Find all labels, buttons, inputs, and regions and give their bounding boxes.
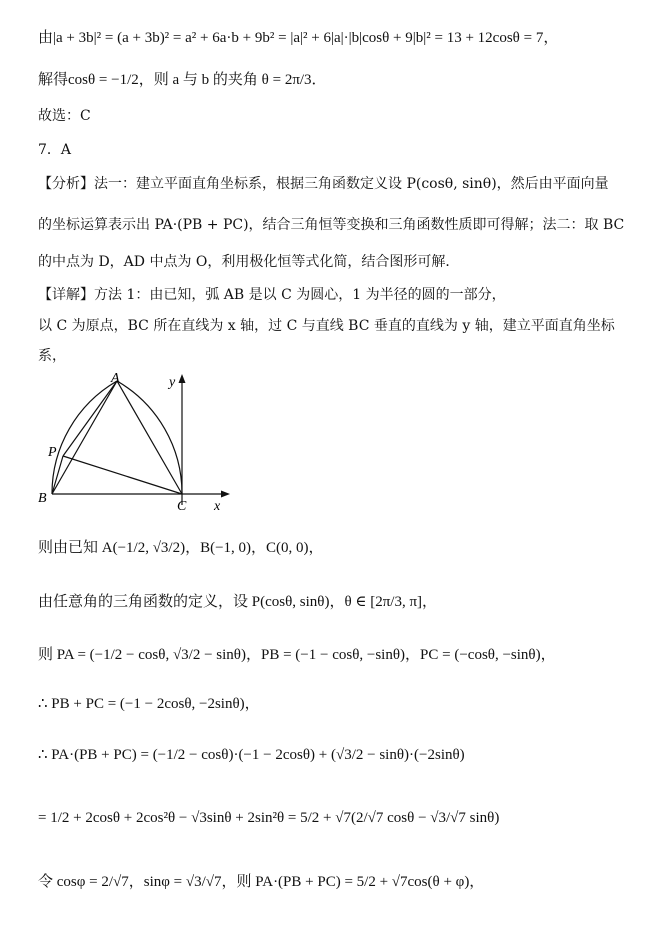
- text-l5: 【分析】法一：建立平面直角坐标系，根据三角函数定义设 P(cosθ, sinθ)，然后由平面向量: [38, 176, 609, 192]
- detail-line-1: [38, 285, 506, 305]
- text-l14: ∴ PB + PC = (−1 − 2cosθ, −2sinθ)，: [38, 696, 260, 712]
- analysis-line-3: [38, 252, 459, 272]
- label-x: x: [214, 499, 221, 513]
- y-axis-arrow: [179, 374, 186, 383]
- param-line: [38, 592, 437, 612]
- substitute-line: [38, 872, 484, 892]
- segment-AC: [117, 381, 182, 494]
- label-A: A: [111, 371, 120, 386]
- analysis-line-1: [38, 174, 609, 194]
- coords-line: [38, 538, 324, 558]
- vectors-line: [38, 645, 556, 665]
- text-l16: = 1/2 + 2cosθ + 2cos²θ − √3sinθ + 2sin²θ = 5/2 + √7(2/√7 cosθ − √3/√7 sinθ): [38, 810, 500, 826]
- text-l3: 故选：C: [38, 108, 91, 124]
- dot-product-line: [38, 745, 465, 765]
- segment-PC: [63, 456, 182, 494]
- equation-line-2: [38, 70, 327, 90]
- label-B: B: [38, 491, 47, 506]
- text-l6: 的坐标运算表示出 PA·(PB + PC)，结合三角恒等变换和三角函数性质即可得解；法二：取 BC: [38, 217, 625, 233]
- label-C: C: [177, 499, 187, 513]
- label-y: y: [169, 375, 176, 390]
- sum-line: [38, 694, 260, 714]
- x-axis-arrow: [221, 491, 230, 498]
- segment-PA: [63, 381, 117, 456]
- text-l13: 则 PA = (−1/2 − cosθ, √3/2 − sinθ)，PB = (−1 − cosθ, −sinθ)，PC = (−cosθ, −sinθ)，: [38, 647, 556, 663]
- equation-line-1: [38, 28, 558, 48]
- segment-BA: [52, 381, 117, 494]
- text-l8: 【详解】方法 1：由已知，弧 AB 是以 C 为圆心，1 为半径的圆的一部分，: [38, 287, 506, 303]
- text-l4: 7．A: [38, 142, 72, 158]
- text-l17: 令 cosφ = 2/√7，sinφ = √3/√7，则 PA·(PB + PC) = 5/2 + √7cos(θ + φ)，: [38, 874, 485, 890]
- question-number: [38, 140, 71, 160]
- detail-line-2: [38, 316, 615, 336]
- text-l9: 以 C 为原点，BC 所在直线为 x 轴，过 C 与直线 BC 垂直的直线为 y 轴，建立平面直角坐标: [38, 318, 615, 334]
- text-l10: 系，: [38, 348, 66, 364]
- label-P: P: [48, 445, 57, 460]
- geometry-figure: [36, 368, 236, 513]
- simplify-line: [38, 808, 499, 828]
- text-l7: 的中点为 D，AD 中点为 O，利用极化恒等式化简，结合图形可解．: [38, 254, 460, 270]
- text-l11: 则由已知 A(−1/2, √3/2)，B(−1, 0)，C(0, 0)，: [38, 540, 324, 556]
- analysis-line-2: [38, 215, 624, 235]
- text-l1: 由|a + 3b|² = (a + 3b)² = a² + 6a·b + 9b² = |a|² + 6|a|·|b|cosθ + 9|b|² = 13 + 12cosθ = 7，: [38, 30, 559, 46]
- text-l12: 由任意角的三角函数的定义，设 P(cosθ, sinθ)，θ ∈ [2π/3, π]，: [38, 594, 438, 610]
- answer-line: [38, 106, 91, 126]
- text-l2: 解得cosθ = −1/2，则 a 与 b 的夹角 θ = 2π/3．: [38, 72, 327, 88]
- detail-line-3: [38, 346, 66, 366]
- text-l15: ∴ PA·(PB + PC) = (−1/2 − cosθ)·(−1 − 2cosθ) + (√3/2 − sinθ)·(−2sinθ): [38, 747, 465, 763]
